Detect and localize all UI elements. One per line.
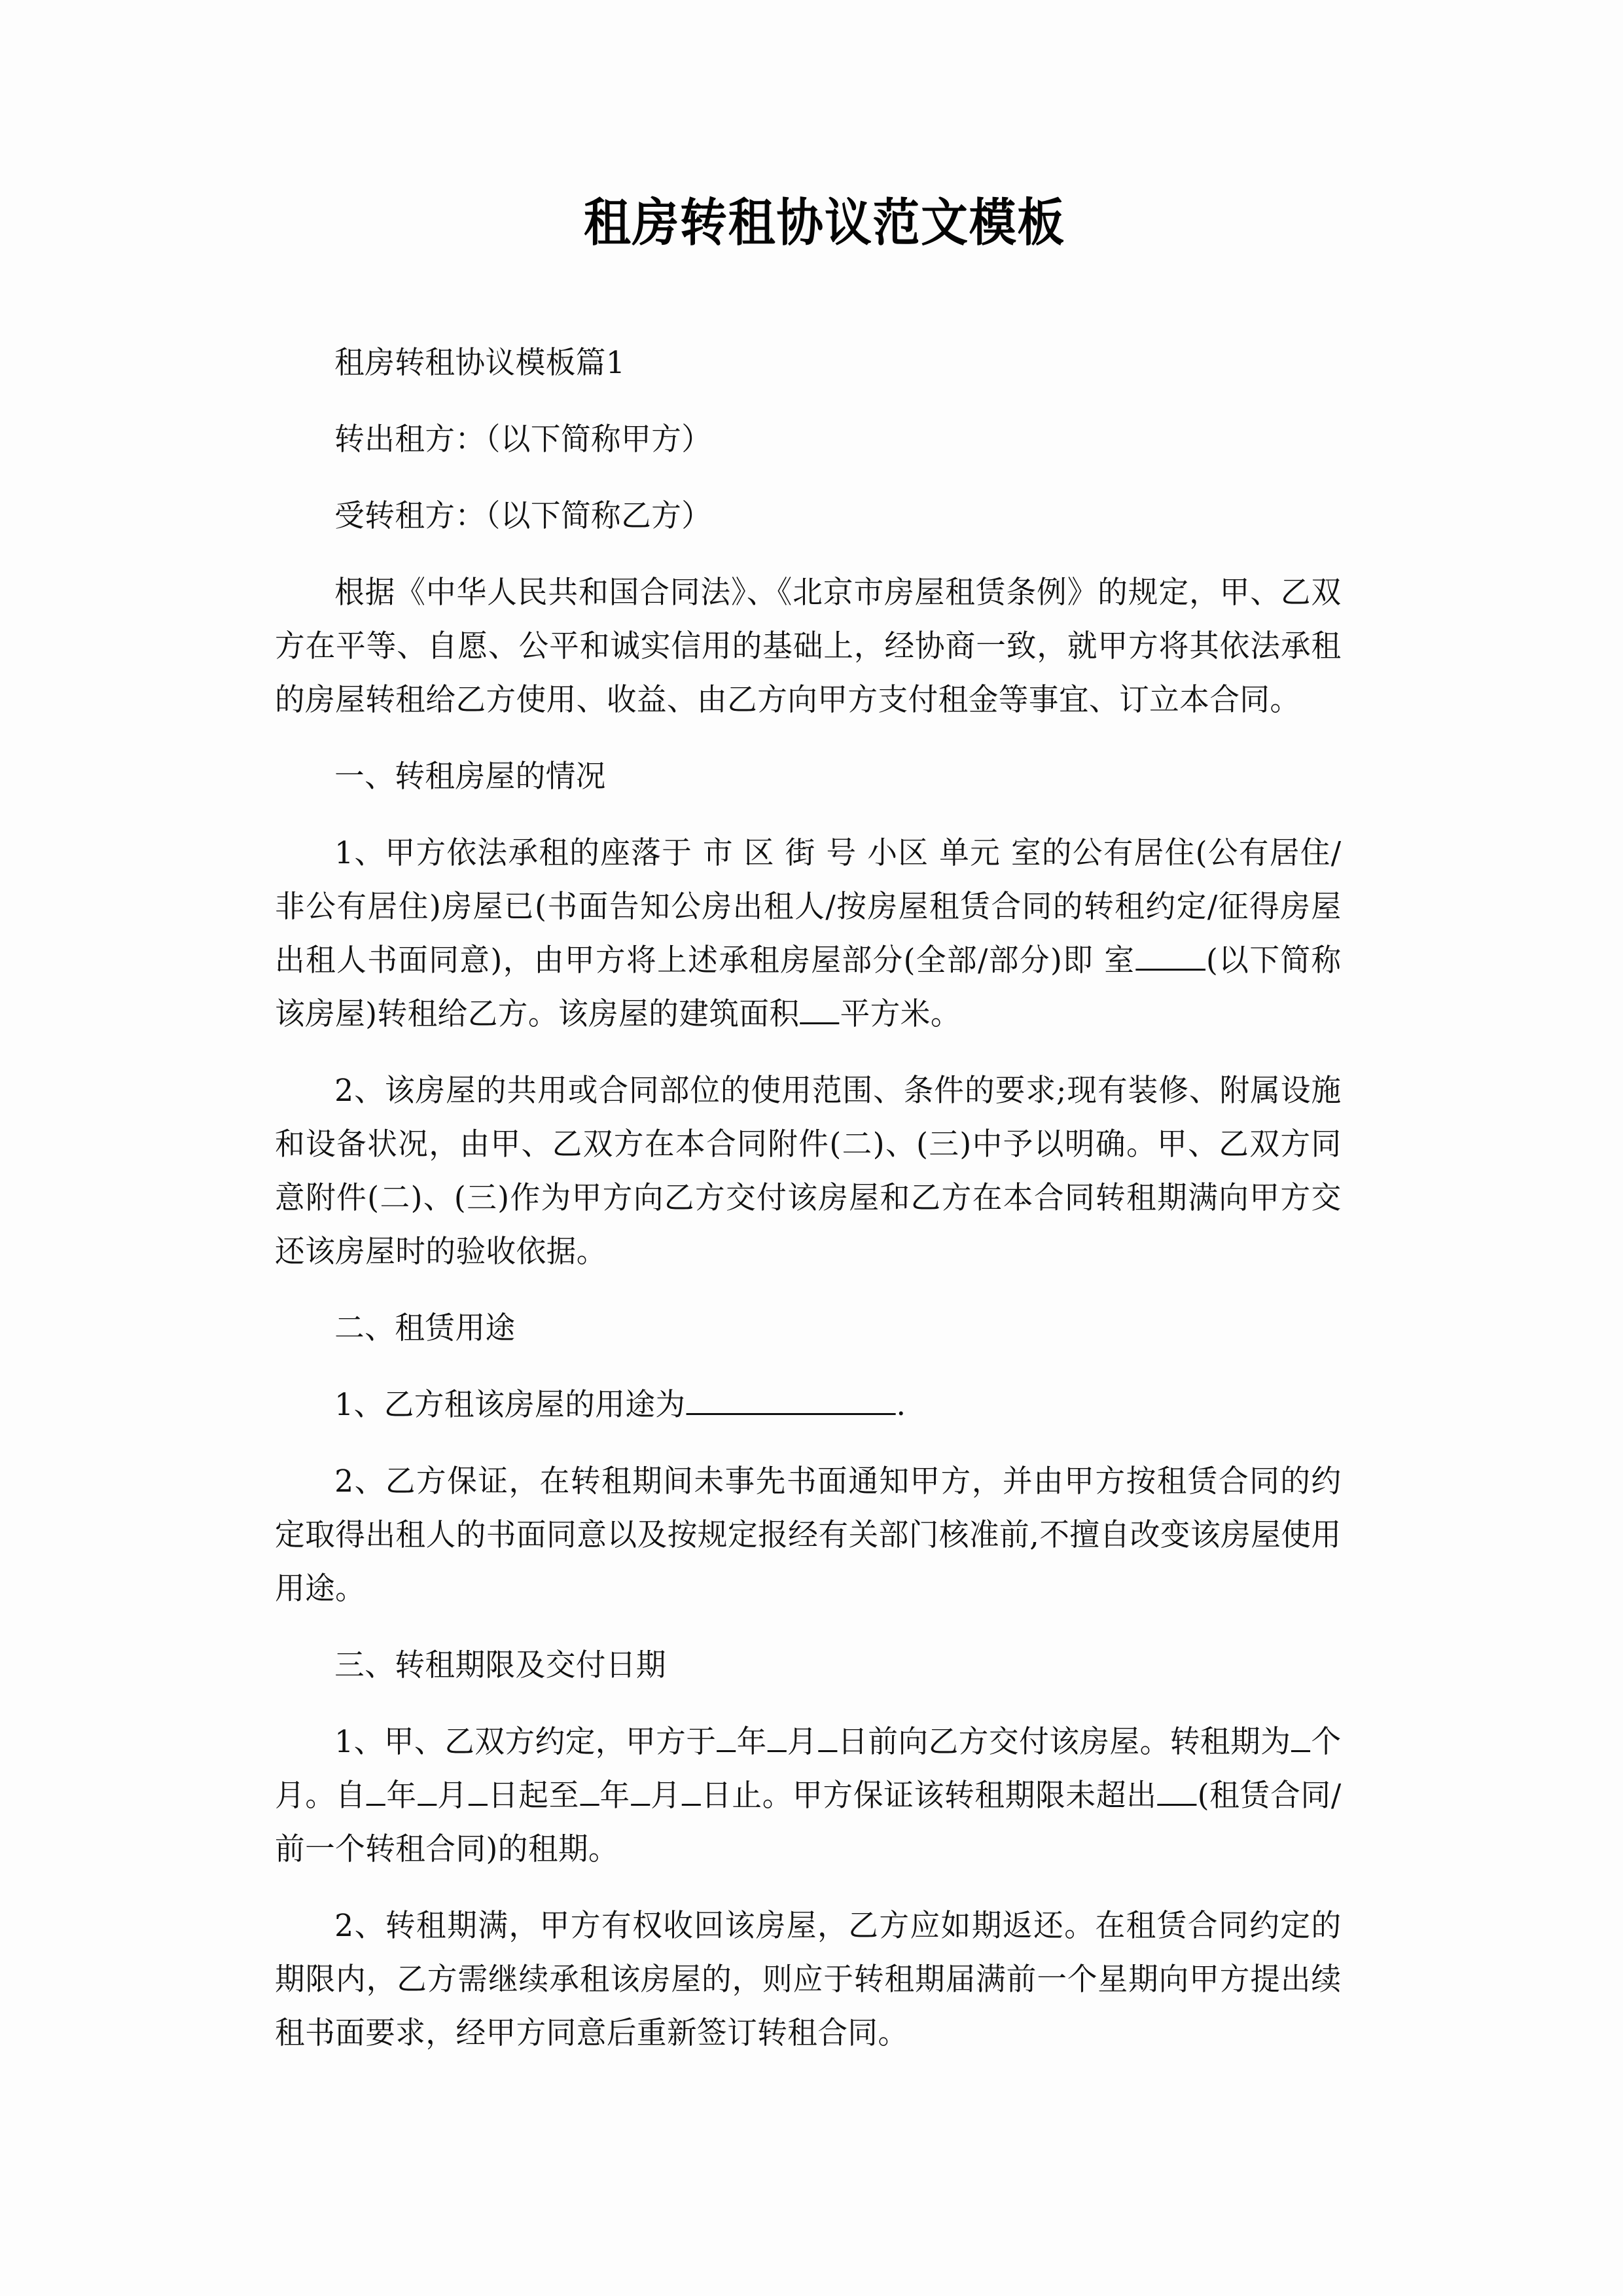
text-run: 月 (787, 1723, 818, 1760)
page-content (275, 0, 1374, 2060)
fill-in-blank (366, 1774, 385, 1806)
paragraph-section-2-item-2: 2、乙方保证，在转租期间未事先书面通知甲方，并由甲方按租赁合同的约定取得出租人的书面同意以及按规定报经有关部门核准前,不擅自改变该房屋使用用途。 (275, 1463, 1342, 1607)
page-title: 租房转租协议范文模板 (583, 193, 1065, 253)
paragraph-section-1-item-2: 2、该房屋的共用或合同部位的使用范围、条件的要求;现有装修、附属设施和设备状况，由甲、乙双方在本合同附件(二)、(三)中予以明确。甲、乙双方同意附件(二)、(三)作为甲方向乙方交付该房屋和乙方在本合同转租期满向甲方交还该房屋时的验收依据。 (275, 1072, 1342, 1270)
text-run: 日起至 (488, 1777, 580, 1814)
text-run: 年 (736, 1723, 767, 1760)
text-run: 月 (650, 1777, 681, 1814)
text-run: 平方米。 (840, 996, 961, 1032)
fill-in-blank (631, 1774, 650, 1806)
paragraph-subtitle: 租房转租协议模板篇1 (334, 344, 626, 381)
paragraph-party-b: 受转租方：（以下简称乙方） (334, 497, 712, 534)
fill-in-blank (800, 993, 840, 1024)
paragraph-section-1-item-1 (275, 827, 1342, 1041)
text-run: 日前向乙方交付该房屋。转租期为 (838, 1723, 1291, 1760)
text-run: 年 (386, 1777, 417, 1814)
fill-in-blank (469, 1774, 488, 1806)
text-run: 月 (437, 1777, 468, 1814)
fill-in-blank (580, 1774, 599, 1806)
text-run: 1、乙方租该房屋的用途为 (334, 1386, 686, 1423)
text-run: . (896, 1386, 906, 1423)
paragraph-preamble: 根据《中华人民共和国合同法》、《北京市房屋租赁条例》的规定，甲、乙双方在平等、自愿、公平和诚实信用的基础上，经协商一致，就甲方将其依法承租的房屋转租给乙方使用、收益、由乙方向甲方支付租金等事宜、订立本合同。 (275, 574, 1342, 718)
paragraph-section-1-heading: 一、转租房屋的情况 (334, 758, 606, 795)
fill-in-blank (1135, 939, 1205, 971)
paragraph-party-a: 转出租方：（以下简称甲方） (334, 421, 712, 457)
text-run: (以下简称该房屋)转租给乙方。该房屋的建筑面积 (275, 942, 1342, 1032)
text-run: 个月。自 (275, 1723, 1342, 1814)
text-run: (租赁合同/前一个转租合同)的租期。 (275, 1777, 1342, 1867)
fill-in-blank (682, 1774, 701, 1806)
paragraph-section-2-heading: 二、租赁用途 (334, 1310, 516, 1346)
text-run: 年 (599, 1777, 630, 1814)
fill-in-blank (768, 1721, 787, 1752)
paragraph-section-3-item-2: 2、转租期满，甲方有权收回该房屋，乙方应如期返还。在租赁合同约定的期限内，乙方需继续承租该房屋的，则应于转租期届满前一个星期向甲方提出续租书面要求，经甲方同意后重新签订转租合同。 (275, 1907, 1342, 2051)
paragraph-section-2-item-1 (275, 1378, 1342, 1432)
paragraph-section-3-heading: 三、转租期限及交付日期 (334, 1647, 667, 1683)
text-run: 1、甲方依法承租的座落于 市 区 街 号 小区 单元 室的公有居住(公有居住/非公有居住)房屋已(书面告知公房出租人/按房屋租赁合同的转租约定/征得房屋出租人书面同意)，由甲方将上述承租房屋部分(全部/部分)即 室 (275, 834, 1342, 978)
fill-in-blank (686, 1384, 895, 1415)
fill-in-blank (1158, 1774, 1197, 1806)
text-run: 1、甲、乙双方约定，甲方于 (334, 1723, 717, 1760)
fill-in-blank (717, 1721, 736, 1752)
paragraph-section-3-item-1 (275, 1715, 1342, 1876)
fill-in-blank (418, 1774, 437, 1806)
document-body (275, 336, 1374, 2060)
fill-in-blank (818, 1721, 837, 1752)
fill-in-blank (1291, 1721, 1310, 1752)
text-run: 日止。甲方保证该转租期限未超出 (701, 1777, 1157, 1814)
